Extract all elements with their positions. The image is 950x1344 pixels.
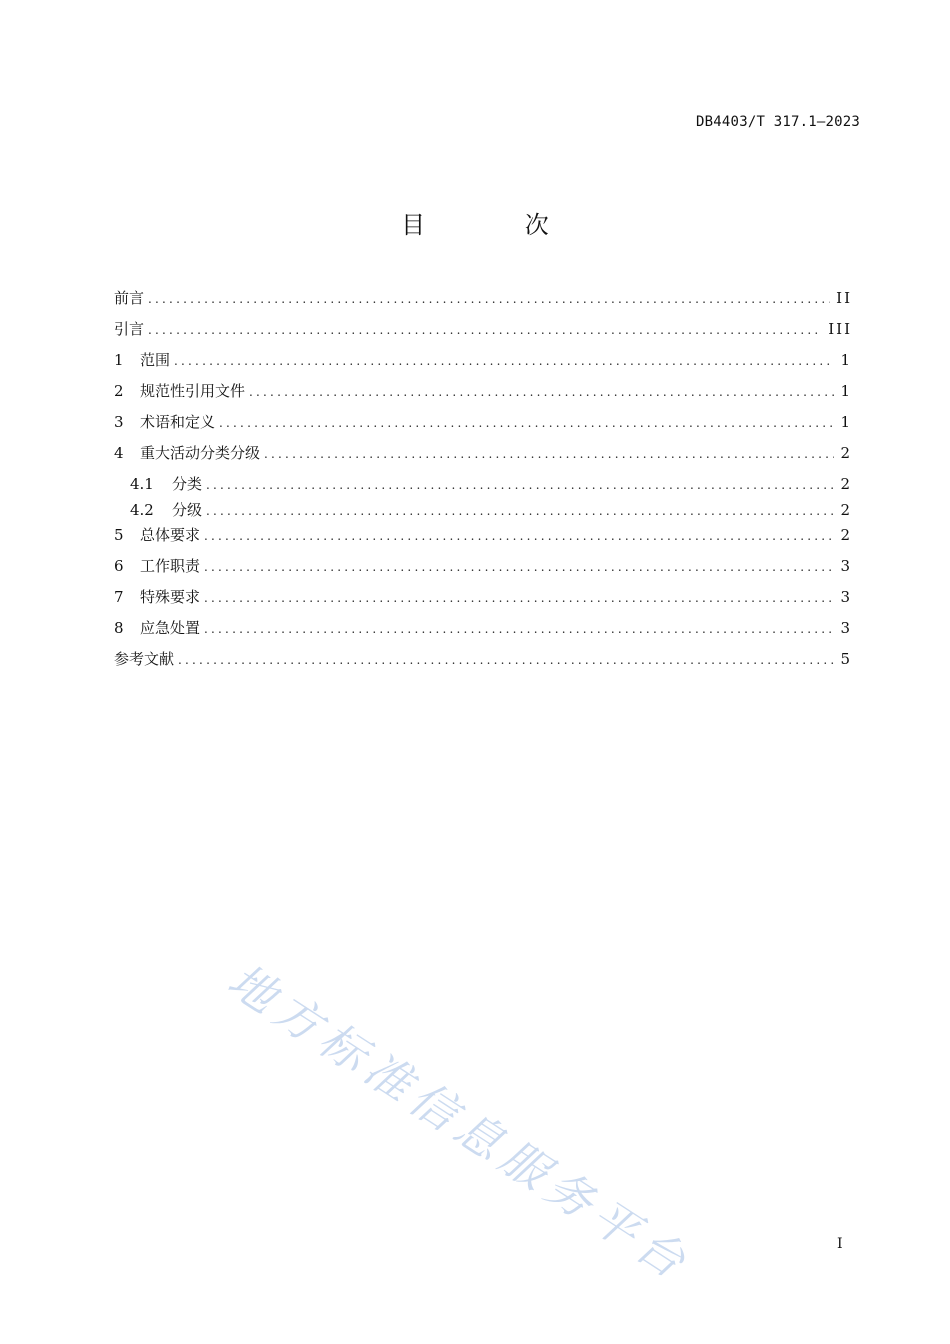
toc-entry-page: 2 — [840, 526, 852, 544]
toc-entry-terms-definitions[interactable] — [114, 411, 852, 442]
toc-entry-title: 特殊要求 — [140, 588, 201, 606]
watermark: 地方标准信息服务平台 — [218, 952, 701, 1293]
toc-entry-grading[interactable] — [114, 499, 852, 524]
toc-entry-number: 6 — [114, 557, 124, 575]
toc-entry-general-requirements[interactable] — [114, 524, 852, 555]
dot-leader — [249, 381, 834, 403]
toc-entry-number: 4.2 — [130, 501, 154, 519]
toc-entry-page: 3 — [840, 619, 852, 637]
toc-entry-page: 2 — [840, 444, 852, 462]
document-code: DB4403/T 317.1—2023 — [696, 114, 860, 130]
toc-entry-page: 2 — [840, 501, 852, 519]
dot-leader — [219, 412, 834, 434]
page-title: 目 次 — [401, 211, 595, 239]
toc-entry-page: 1 — [840, 351, 852, 369]
toc-entry-title: 前言 — [114, 289, 145, 307]
toc-entry-title: 规范性引用文件 — [140, 382, 246, 400]
toc-entry-bibliography[interactable] — [114, 648, 852, 679]
toc-entry-page: 2 — [840, 475, 852, 493]
toc-entry-title: 范围 — [140, 351, 171, 369]
toc-entry-number: 2 — [114, 382, 124, 400]
toc-entry-page: III — [828, 320, 852, 338]
toc-entry-number: 3 — [114, 413, 124, 431]
toc-entry-title: 参考文献 — [114, 650, 175, 668]
toc-entry-introduction[interactable] — [114, 318, 852, 349]
dot-leader — [178, 649, 834, 671]
toc-entry-number: 7 — [114, 588, 124, 606]
toc-entry-special-requirements[interactable] — [114, 586, 852, 617]
toc-entry-title: 应急处置 — [140, 619, 201, 637]
toc-entry-page: II — [836, 289, 852, 307]
toc-entry-title: 术语和定义 — [140, 413, 216, 431]
dot-leader — [204, 525, 834, 547]
dot-leader — [264, 443, 834, 465]
dot-leader — [174, 350, 834, 372]
toc-entry-title: 引言 — [114, 320, 145, 338]
dot-leader — [204, 556, 834, 578]
toc-entry-number: 4.1 — [130, 475, 154, 493]
toc-entry-page: 3 — [840, 588, 852, 606]
toc-entry-number: 5 — [114, 526, 124, 544]
toc-entry-page: 1 — [840, 382, 852, 400]
dot-leader — [206, 500, 834, 522]
toc-entry-page: 1 — [840, 413, 852, 431]
dot-leader — [148, 288, 830, 310]
toc-entry-scope[interactable] — [114, 349, 852, 380]
toc-entry-title: 分级 — [172, 501, 203, 519]
toc-entry-responsibilities[interactable] — [114, 555, 852, 586]
toc-entry-classification[interactable] — [114, 473, 852, 499]
toc-entry-title: 重大活动分类分级 — [140, 444, 261, 462]
toc-entry-number: 8 — [114, 619, 124, 637]
toc-entry-title: 总体要求 — [140, 526, 201, 544]
toc-entry-number: 4 — [114, 444, 124, 462]
toc-entry-normative-references[interactable] — [114, 380, 852, 411]
toc-entry-number: 1 — [114, 351, 124, 369]
toc-entry-page: 3 — [840, 557, 852, 575]
dot-leader — [204, 587, 834, 609]
dot-leader — [206, 474, 834, 496]
dot-leader — [204, 618, 834, 640]
page-number: I — [837, 1236, 843, 1252]
toc-entry-title: 分类 — [172, 475, 203, 493]
dot-leader — [148, 319, 822, 341]
toc-entry-title: 工作职责 — [140, 557, 201, 575]
toc-entry-classification-grading[interactable] — [114, 442, 852, 473]
toc-entry-emergency-response[interactable] — [114, 617, 852, 648]
toc-entry-foreword[interactable] — [114, 287, 852, 318]
toc-entry-page: 5 — [840, 650, 852, 668]
table-of-contents — [114, 287, 852, 679]
